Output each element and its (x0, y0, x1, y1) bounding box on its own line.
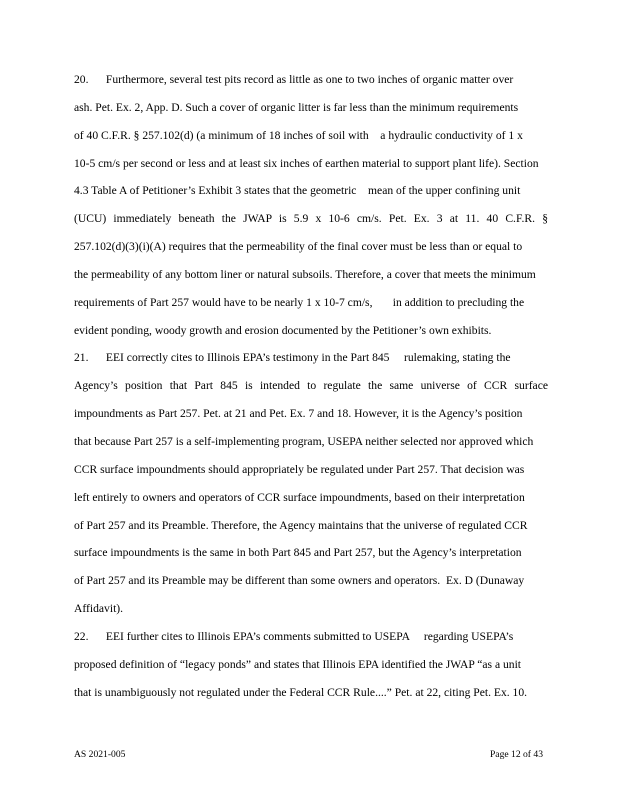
paragraph-21-line: 21. EEI correctly cites to Illinois EPA’s testimony in the Part 845 rulemaking, stating the (74, 351, 511, 365)
paragraph-21-line: that because Part 257 is a self-implementing program, USEPA neither selected nor approved which (74, 434, 534, 448)
paragraph-21-line: surface impoundments is the same in both Part 845 and Part 257, but the Agency’s interpretation (74, 546, 522, 560)
paragraph-20-line: 20. Furthermore, several test pits record as little as one to two inches of organic matter over (74, 73, 514, 86)
paragraph-21-line: CCR surface impoundments should appropriately be regulated under Part 257. That decision was (74, 462, 525, 476)
paragraph-21-line: impoundments as Part 257. Pet. at 21 and Pet. Ex. 7 and 18. However, it is the Agency’s position (74, 407, 523, 421)
paragraph-22-line: proposed definition of “legacy ponds” and states that Illinois EPA identified the JWAP “as a unit (74, 657, 522, 671)
paragraph-20-line: 257.102(d)(3)(i)(A) requires that the permeability of the final cover must be less than or equal to (74, 240, 523, 254)
paragraph-20-line: 4.3 Table A of Petitioner’s Exhibit 3 states that the geometric mean of the upper confining unit (74, 184, 521, 198)
paragraph-20-line: ash. Pet. Ex. 2, App. D. Such a cover of organic litter is far less than the minimum requirements (74, 100, 519, 114)
footer-case-number: AS 2021-005 (74, 749, 126, 760)
paragraph-22-line: 22. EEI further cites to Illinois EPA’s comments submitted to USEPA regarding USEPA’s (74, 629, 514, 643)
paragraph-20-line: requirements of Part 257 would have to be nearly 1 x 10-7 cm/s, in addition to precluding the (74, 295, 525, 309)
paragraph-20-line: 10-5 cm/s per second or less and at least six inches of earthen material to support plant life). Section (74, 156, 539, 170)
paragraph-21-line: left entirely to owners and operators of CCR surface impoundments, based on their interpretation (74, 490, 525, 504)
paragraph-21-line: Affidavit). (74, 602, 124, 616)
paragraph-20-line: the permeability of any bottom liner or natural subsoils. Therefore, a cover that meets the minimum (74, 267, 536, 281)
paragraph-20-line: (UCU) immediately beneath the JWAP is 5.9 x 10-6 cm/s. Pet. Ex. 3 at 11. 40 C.F.R. § (74, 212, 548, 226)
paragraph-20-line: of 40 C.F.R. § 257.102(d) (a minimum of 18 inches of soil with a hydraulic conductivity of 1 x (74, 128, 523, 142)
paragraph-21-line: Agency’s position that Part 845 is intended to regulate the same universe of CCR surface (74, 379, 548, 393)
paragraph-22-line: that is unambiguously not regulated under the Federal CCR Rule....” Pet. at 22, citing Pet. Ex. 10. (74, 685, 528, 699)
footer-page-number: Page 12 of 43 (489, 749, 543, 760)
document-body (74, 66, 548, 706)
paragraph-21-line: of Part 257 and its Preamble. Therefore, the Agency maintains that the universe of regulated CCR (74, 518, 528, 532)
paragraph-20-line: evident ponding, woody growth and erosion documented by the Petitioner’s own exhibits. (74, 323, 492, 337)
paragraph-21-line: of Part 257 and its Preamble may be different than some owners and operators. Ex. D (Dunaway (74, 574, 525, 588)
